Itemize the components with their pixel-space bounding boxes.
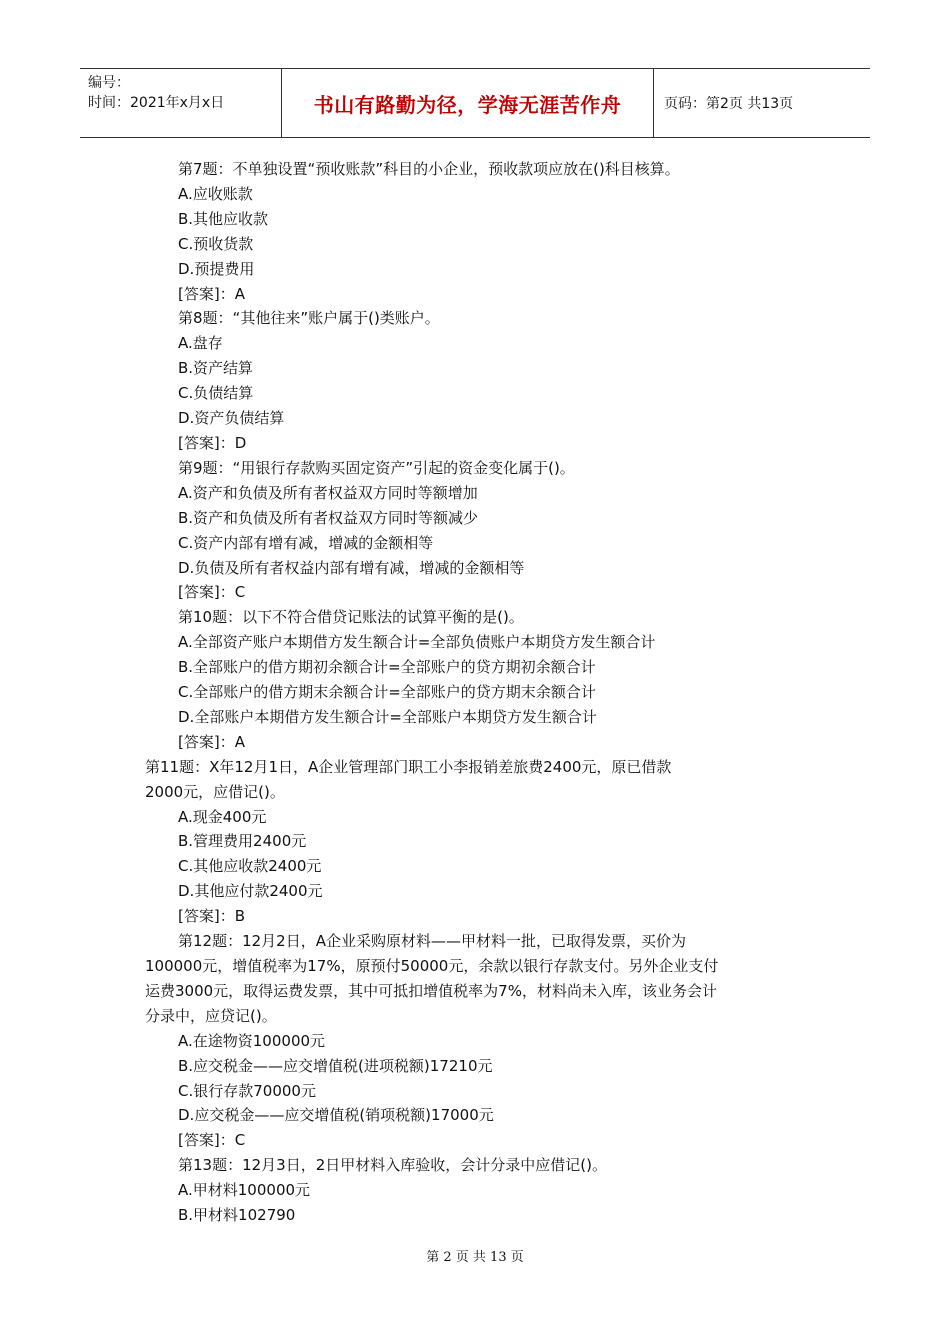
page-header	[80, 68, 870, 138]
text-line: 第10题：以下不符合借贷记账法的试算平衡的是()。	[178, 608, 524, 627]
text-line: A.全部资产账户本期借方发生额合计=全部负债账户本期贷方发生额合计	[178, 633, 656, 652]
text-line: D.预提费用	[178, 259, 255, 278]
text-line: C.其他应收款2400元	[178, 857, 322, 876]
text-line: B.资产和负债及所有者权益双方同时等额减少	[178, 508, 479, 527]
text-line: 2000元，应借记()。	[145, 782, 285, 801]
header-page-info: 页码：第2页 共13页	[664, 96, 794, 112]
text-line: A.应收账款	[178, 184, 253, 203]
text-line: 第9题：“用银行存款购买固定资产”引起的资金变化属于()。	[178, 458, 575, 477]
text-line: D.负债及所有者权益内部有增有减，增减的金额相等	[178, 558, 525, 577]
text-line: B.资产结算	[178, 359, 254, 378]
header-meta	[80, 69, 281, 137]
text-line: 第8题：“其他往来”账户属于()类账户。	[178, 309, 440, 328]
text-line: 第12题：12月2日，A企业采购原材料——甲材料一批，已取得发票，买价为	[178, 932, 686, 951]
text-line: B.应交税金——应交增值税(进项税额)17210元	[178, 1056, 493, 1075]
text-line: 第13题：12月3日，2日甲材料入库验收，会计分录中应借记()。	[178, 1156, 607, 1175]
text-line: C.资产内部有增有减，增减的金额相等	[178, 533, 434, 552]
text-line: D.全部账户本期借方发生额合计=全部账户本期贷方发生额合计	[178, 707, 597, 726]
text-line: B.甲材料102790	[178, 1206, 296, 1225]
page-footer: 第 2 页 共 13 页	[426, 1250, 524, 1265]
text-line: C.全部账户的借方期末余额合计=全部账户的贷方期末余额合计	[178, 683, 596, 702]
text-line: 运费3000元，取得运费发票，其中可抵扣增值税率为7%，材料尚未入库，该业务会计	[145, 981, 717, 1000]
text-line: A.盘存	[178, 334, 223, 353]
document-body	[145, 157, 815, 1228]
text-line: 分录中，应贷记()。	[145, 1006, 277, 1025]
text-line: D.应交税金——应交增值税(销项税额)17000元	[178, 1106, 494, 1125]
text-line: A.在途物资100000元	[178, 1031, 326, 1050]
text-line: B.其他应收款	[178, 209, 269, 228]
document-number-label: 编号：	[88, 75, 130, 91]
text-line: 第7题：不单独设置“预收账款”科目的小企业，预收款项应放在()科目核算。	[178, 160, 680, 178]
text-line: C.负债结算	[178, 384, 254, 403]
text-line: B.全部账户的借方期初余额合计=全部账户的贷方期初余额合计	[178, 658, 596, 677]
text-line: B.管理费用2400元	[178, 832, 307, 851]
text-line: 第11题：X年12月1日，A企业管理部门职工小李报销差旅费2400元，原已借款	[145, 757, 672, 776]
document-date: 时间：2021年x月x日	[88, 95, 225, 111]
text-line: A.现金400元	[178, 807, 267, 826]
text-line: [答案]：C	[178, 583, 246, 602]
text-line: 100000元，增值税率为17%，原预付50000元，余款以银行存款支付。另外企业支付	[145, 957, 719, 975]
text-line: [答案]：D	[178, 433, 247, 452]
text-line: [答案]：A	[178, 732, 245, 751]
text-line: C.预收货款	[178, 234, 254, 253]
text-line: [答案]：A	[178, 284, 245, 303]
text-line: [答案]：B	[178, 907, 245, 926]
text-line: D.其他应付款2400元	[178, 882, 323, 901]
text-line: A.甲材料100000元	[178, 1181, 311, 1200]
text-line: [答案]：C	[178, 1131, 246, 1150]
text-line: A.资产和负债及所有者权益双方同时等额增加	[178, 483, 478, 502]
header-motto: 书山有路勤为径，学海无涯苦作舟	[281, 69, 654, 137]
text-line: D.资产负债结算	[178, 409, 285, 428]
text-line: C.银行存款70000元	[178, 1081, 316, 1100]
